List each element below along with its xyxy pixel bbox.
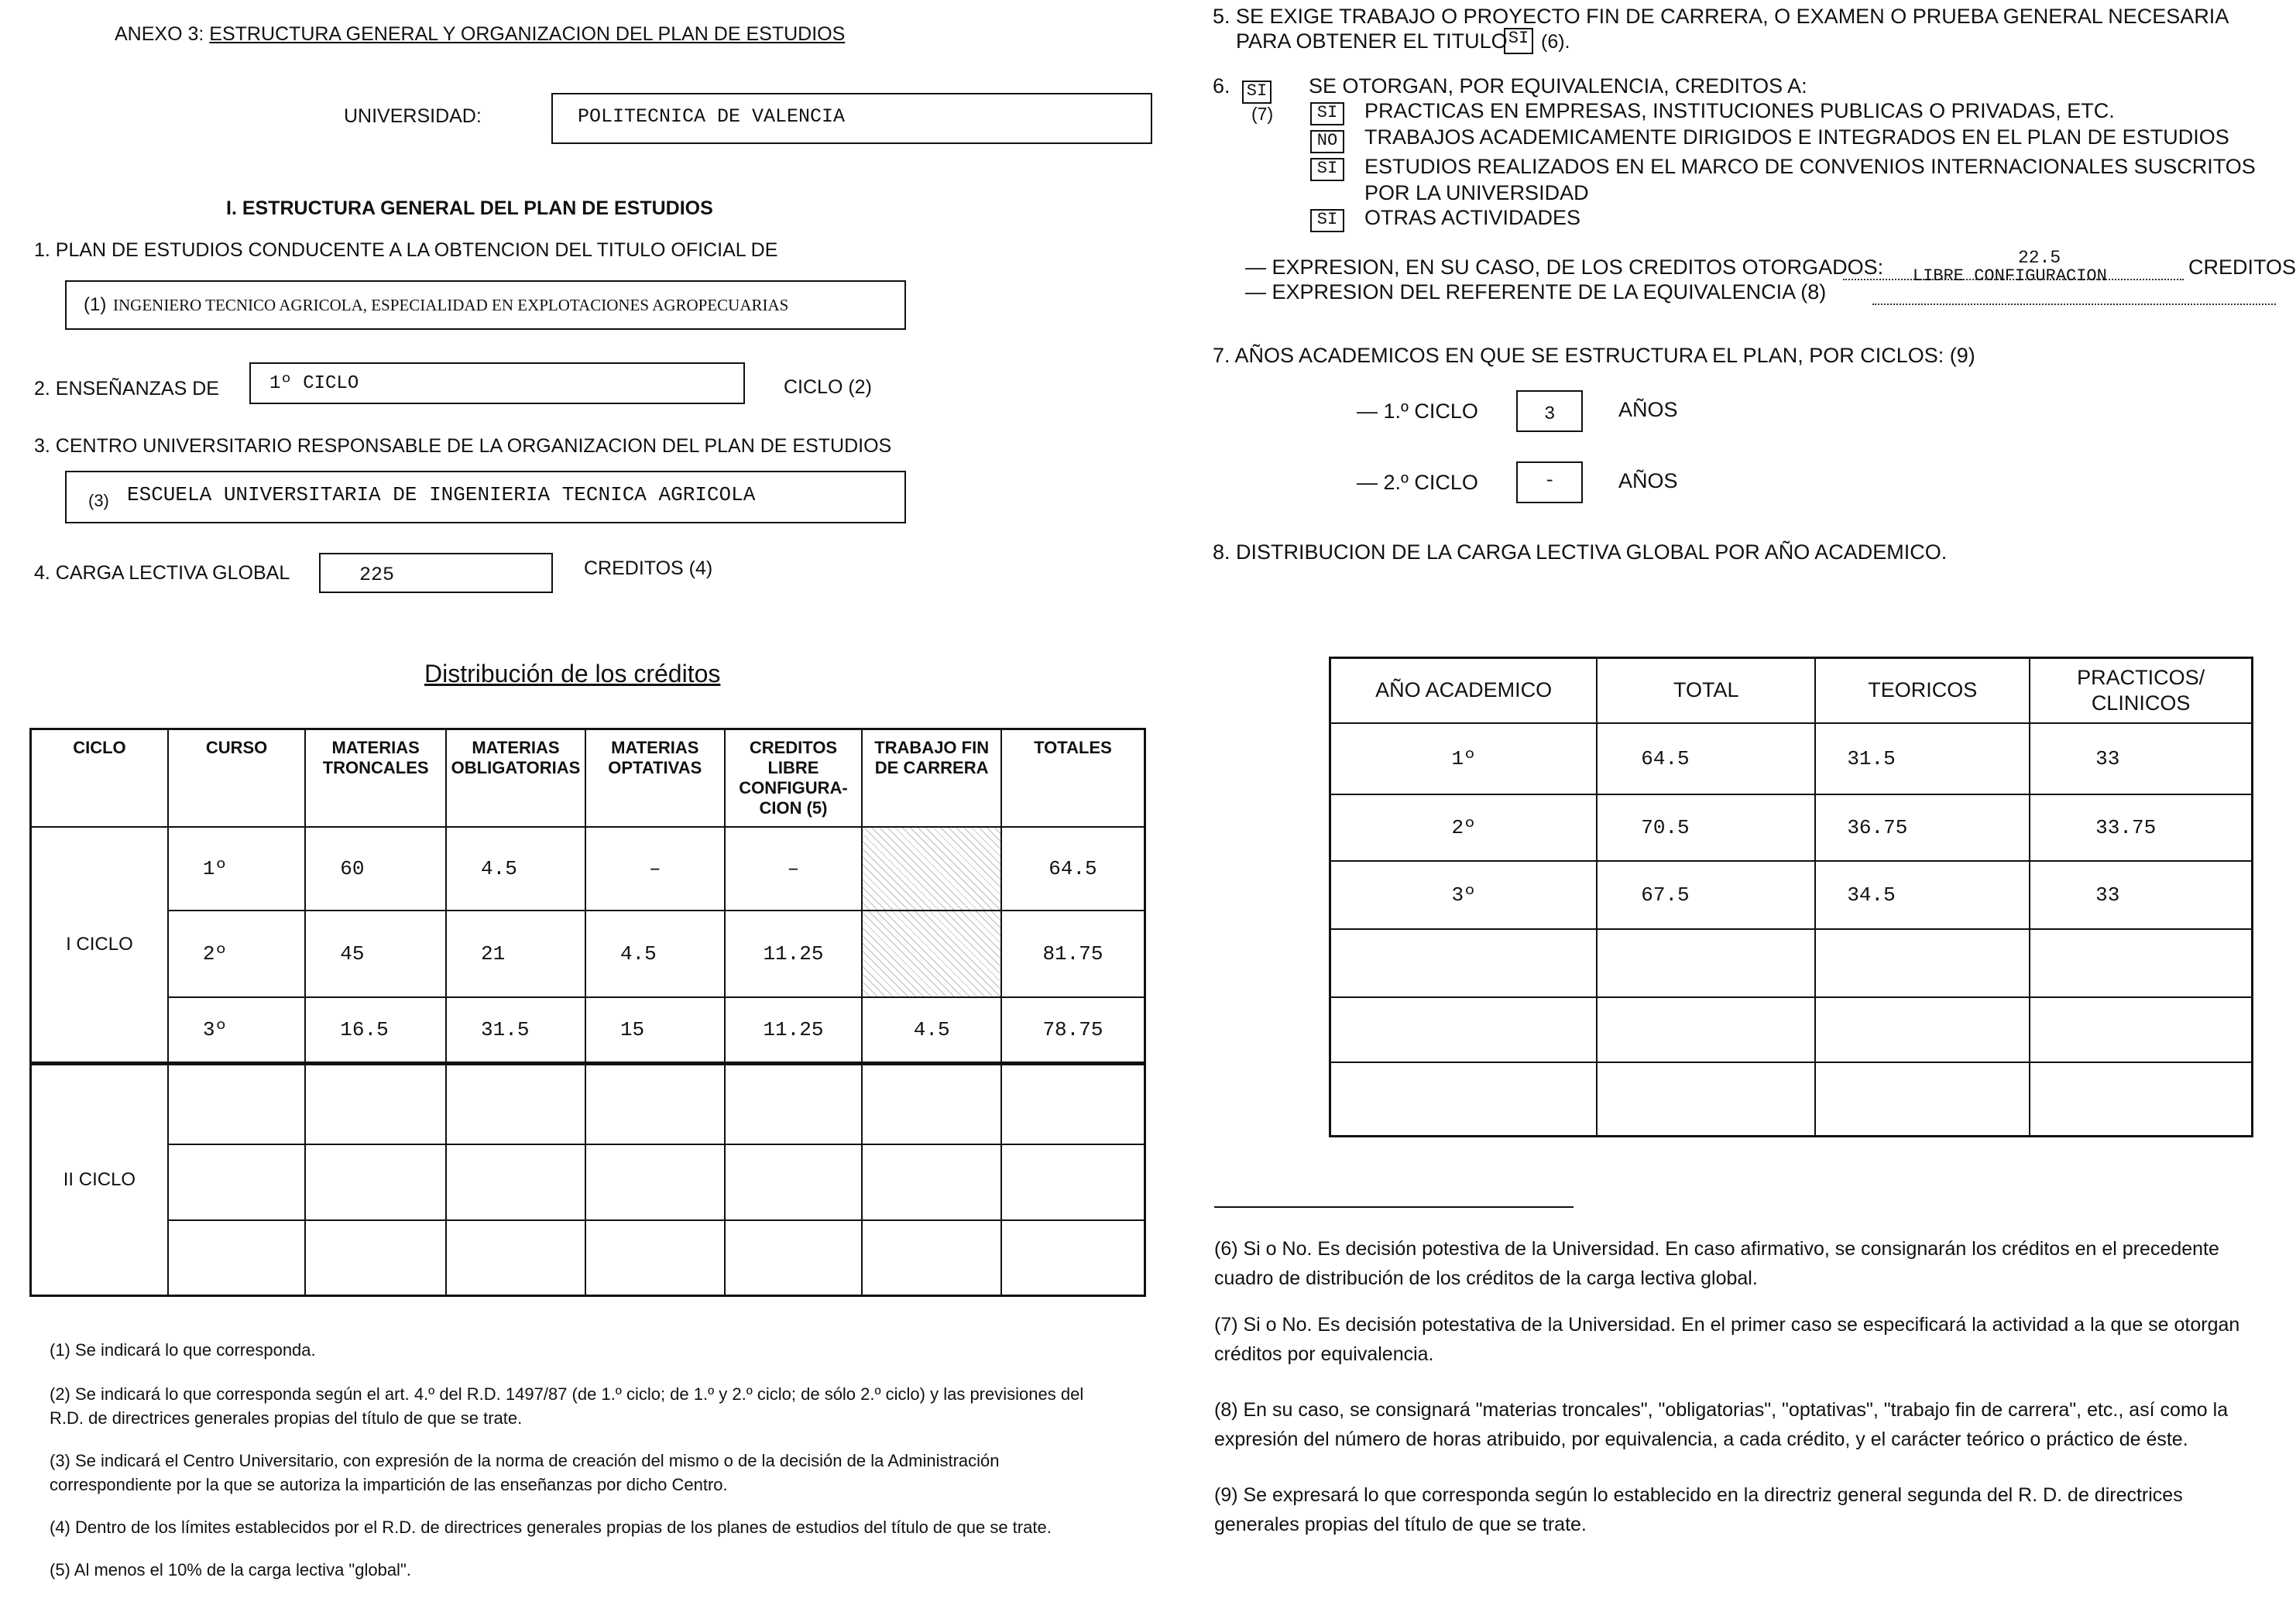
university-field[interactable] — [551, 93, 1152, 144]
annex-title-text: ESTRUCTURA GENERAL Y ORGANIZACION DEL PLAN DE ESTUDIOS — [209, 23, 846, 45]
header-practicos: PRACTICOS/ CLINICOS — [2030, 658, 2252, 723]
ciclo-2-cell: II CICLO — [31, 1064, 168, 1296]
cell-total: 70.5 — [1597, 794, 1815, 861]
cell-ano: 3º — [1330, 861, 1598, 929]
item5-line1: 5. SE EXIGE TRABAJO O PROYECTO FIN DE CARRERA, O EXAMEN O PRUEBA GENERAL NECESARIA — [1213, 5, 2229, 28]
cell-libre: 11.25 — [725, 997, 863, 1064]
cell-trabajo-fin: 4.5 — [862, 997, 1001, 1064]
footnote-7: (7) Si o No. Es decisión potestativa de la Universidad. En el primer caso se especificará la actividad a la que se otorgan créditos por equivalencia. — [1214, 1314, 2240, 1365]
item1-label: 1. PLAN DE ESTUDIOS CONDUCENTE A LA OBTENCION DEL TITULO OFICIAL DE — [34, 239, 778, 261]
cell-curso: 1º — [168, 827, 305, 911]
item7-label: 7. AÑOS ACADEMICOS EN QUE SE ESTRUCTURA EL PLAN, POR CICLOS: (9) — [1213, 344, 1975, 367]
annex-title — [115, 23, 845, 46]
table-row — [1330, 861, 2253, 929]
option-otras-checkbox[interactable]: SI — [1310, 209, 1344, 232]
footnote-4: (4) Dentro de los límites establecidos por el R.D. de directrices generales propias de los planes de estudios del título de que se trate. — [50, 1518, 1052, 1537]
option-convenios-checkbox[interactable]: SI — [1310, 158, 1344, 181]
ciclo2-years-value: - — [1544, 471, 1556, 492]
year-table-header-row — [1330, 658, 2253, 723]
footnote-1: (1) Se indicará lo que corresponda. — [50, 1340, 316, 1360]
table-row — [1330, 794, 2253, 861]
cell-optativas: 15 — [585, 997, 725, 1064]
item6-ref: (7) — [1251, 104, 1274, 124]
ciclo-1-cell: I CICLO — [31, 827, 168, 1064]
table-row-empty — [31, 1220, 1145, 1296]
distribution-title: Distribución de los créditos — [424, 660, 721, 688]
table-row-empty — [31, 1144, 1145, 1220]
cell-practicos: 33 — [2030, 723, 2252, 794]
teaching-cycle-value: 1º CICLO — [269, 373, 359, 394]
ciclo1-anos: AÑOS — [1618, 398, 1678, 421]
option-otras-label: OTRAS ACTIVIDADES — [1364, 206, 1581, 229]
cell-trabajo-fin-hatched — [862, 827, 1001, 911]
header-optativas: MATERIAS OPTATIVAS — [585, 729, 725, 827]
cell-troncales: 16.5 — [305, 997, 446, 1064]
table-row-empty — [1330, 929, 2253, 997]
cell-totales: 64.5 — [1001, 827, 1145, 911]
cell-teoricos: 34.5 — [1815, 861, 2030, 929]
cell-total: 67.5 — [1597, 861, 1815, 929]
footnote-6: (6) Si o No. Es decisión potestiva de la Universidad. En caso afirmativo, se consignarán los créditos en el precedente cuadro de distribución de los créditos de la carga lectiva global. — [1214, 1238, 2219, 1289]
annex-title-prefix: ANEXO 3: — [115, 23, 210, 45]
header-totales: TOTALES — [1001, 729, 1145, 827]
option-convenios-label: ESTUDIOS REALIZADOS EN EL MARCO DE CONVENIOS INTERNACIONALES SUSCRITOS — [1364, 155, 2256, 178]
header-ciclo: CICLO — [31, 729, 168, 827]
header-trabajo-fin: TRABAJO FIN DE CARRERA — [862, 729, 1001, 827]
footnote-separator — [1214, 1206, 1574, 1208]
degree-title-value: INGENIERO TECNICO AGRICOLA, ESPECIALIDAD EN EXPLOTACIONES AGROPECUARIAS — [113, 296, 789, 314]
ciclo1-years-field[interactable] — [1516, 390, 1583, 432]
cell-total: 64.5 — [1597, 723, 1815, 794]
table-row — [31, 827, 1145, 911]
expr1-value: 22.5 — [2018, 248, 2061, 268]
table-header-row — [31, 729, 1145, 827]
ciclo1-years-value: 3 — [1544, 404, 1556, 425]
center-value: ESCUELA UNIVERSITARIA DE INGENIERIA TECNICA AGRICOLA — [127, 483, 756, 506]
expr1-label: — EXPRESION, EN SU CASO, DE LOS CREDITOS OTORGADOS: — [1245, 256, 1884, 279]
cell-troncales: 60 — [305, 827, 446, 911]
expr2-label: — EXPRESION DEL REFERENTE DE LA EQUIVALENCIA (8) — [1245, 280, 1827, 304]
header-troncales: MATERIAS TRONCALES — [305, 729, 446, 827]
expr2-dotted — [1872, 304, 2276, 305]
item5-checkbox[interactable]: SI — [1504, 28, 1533, 54]
header-teoricos: TEORICOS — [1815, 658, 2030, 723]
header-libre-configuracion: CREDITOS LIBRE CONFIGURA- CION (5) — [725, 729, 863, 827]
item3-label: 3. CENTRO UNIVERSITARIO RESPONSABLE DE LA ORGANIZACION DEL PLAN DE ESTUDIOS — [34, 435, 892, 457]
cell-teoricos: 36.75 — [1815, 794, 2030, 861]
right-footnotes — [1214, 1234, 2264, 1539]
ciclo1-label: — 1.º CICLO — [1357, 400, 1478, 423]
ciclo2-years-field[interactable] — [1516, 461, 1583, 503]
table-row-empty — [1330, 1062, 2253, 1137]
footnote-8: (8) En su caso, se consignará "materias troncales", "obligatorias", "optativas", "trabajo fin de carrera", etc., así como la expresión del número de horas atribuido, por equivalencia, a cada crédito, y el carácter teórico o práctico de éste. — [1214, 1399, 2229, 1450]
cell-optativas: – — [585, 827, 725, 911]
item4-suffix: CREDITOS (4) — [584, 557, 713, 579]
cell-libre: 11.25 — [725, 911, 863, 997]
cell-trabajo-fin-hatched — [862, 911, 1001, 997]
table-row — [31, 997, 1145, 1064]
university-value: POLITECNICA DE VALENCIA — [578, 105, 846, 128]
option-practicas-checkbox[interactable]: SI — [1310, 102, 1344, 125]
table-row — [31, 911, 1145, 997]
cell-practicos: 33.75 — [2030, 794, 2252, 861]
cell-ano: 2º — [1330, 794, 1598, 861]
cell-obligatorias: 31.5 — [446, 997, 585, 1064]
option-trabajos-label: TRABAJOS ACADEMICAMENTE DIRIGIDOS E INTEGRADOS EN EL PLAN DE ESTUDIOS — [1364, 125, 2229, 149]
footnote-2: (2) Se indicará lo que corresponda según el art. 4.º del R.D. 1497/87 (de 1.º ciclo; de 1.º y 2.º ciclo; de sólo 2.º ciclo) y las previsiones del R.D. de directrices generales propias del título de que se trate. — [50, 1384, 1084, 1428]
item5-text: PARA OBTENER EL TITULO — [1236, 29, 1508, 53]
cell-teoricos: 31.5 — [1815, 723, 2030, 794]
option-practicas-label: PRACTICAS EN EMPRESAS, INSTITUCIONES PUBLICAS O PRIVADAS, ETC. — [1364, 99, 2115, 122]
item2-suffix: CICLO (2) — [784, 376, 872, 398]
item6-label: SE OTORGAN, POR EQUIVALENCIA, CREDITOS A: — [1309, 74, 1807, 98]
footnote-9: (9) Se expresará lo que corresponda según lo establecido en la directriz general segunda del R. D. de directrices generales propias del título de que se trate. — [1214, 1484, 2183, 1535]
degree-title-ref: (1) — [84, 294, 107, 315]
item8-label: 8. DISTRIBUCION DE LA CARGA LECTIVA GLOBAL POR AÑO ACADEMICO. — [1213, 540, 1948, 564]
global-load-value: 225 — [359, 564, 395, 586]
header-obligatorias: MATERIAS OBLIGATORIAS — [446, 729, 585, 827]
item2-label: 2. ENSEÑANZAS DE — [34, 378, 219, 400]
table-row — [1330, 723, 2253, 794]
item5-line2 — [1236, 29, 1508, 53]
academic-year-table — [1329, 657, 2253, 1137]
cell-ano: 1º — [1330, 723, 1598, 794]
cell-troncales: 45 — [305, 911, 446, 997]
global-load-field[interactable] — [319, 553, 553, 593]
header-total: TOTAL — [1597, 658, 1815, 723]
item5-ref: (6). — [1541, 31, 1570, 53]
expr2-value: LIBRE CONFIGURACION — [1913, 266, 2107, 286]
footnote-3: (3) Se indicará el Centro Universitario, con expresión de la norma de creación del mismo o de la decisión de la Administración correspondiente por la que se autoriza la impartición de las enseñanzas por dicho Centro. — [50, 1451, 1000, 1494]
item4-label: 4. CARGA LECTIVA GLOBAL — [34, 562, 290, 584]
cell-obligatorias: 21 — [446, 911, 585, 997]
teaching-cycle-field[interactable] — [249, 362, 745, 404]
header-curso: CURSO — [168, 729, 305, 827]
cell-curso: 2º — [168, 911, 305, 997]
option-convenios-cont: POR LA UNIVERSIDAD — [1364, 181, 1589, 204]
center-ref: (3) — [88, 491, 109, 510]
university-label: UNIVERSIDAD: — [344, 105, 482, 127]
cell-totales: 81.75 — [1001, 911, 1145, 997]
cell-obligatorias: 4.5 — [446, 827, 585, 911]
cell-libre: – — [725, 827, 863, 911]
cell-practicos: 33 — [2030, 861, 2252, 929]
left-footnotes — [50, 1338, 1087, 1582]
cell-optativas: 4.5 — [585, 911, 725, 997]
header-ano-academico: AÑO ACADEMICO — [1330, 658, 1598, 723]
ciclo2-anos: AÑOS — [1618, 469, 1678, 492]
cell-totales: 78.75 — [1001, 997, 1145, 1064]
section-title: I. ESTRUCTURA GENERAL DEL PLAN DE ESTUDIOS — [226, 197, 713, 219]
cell-curso: 3º — [168, 997, 305, 1064]
ciclo2-label: — 2.º CICLO — [1357, 471, 1478, 494]
table-row-empty — [1330, 997, 2253, 1062]
center-field[interactable] — [65, 471, 906, 523]
table-row-empty — [31, 1064, 1145, 1144]
degree-title-field[interactable] — [65, 280, 906, 330]
option-trabajos-checkbox[interactable]: NO — [1310, 130, 1344, 153]
expr1-suffix: CREDITOS — [2188, 256, 2296, 279]
credits-distribution-table — [29, 728, 1146, 1297]
footnote-5: (5) Al menos el 10% de la carga lectiva "global". — [50, 1560, 411, 1579]
item6-checkbox[interactable]: SI — [1242, 81, 1272, 104]
item6-num: 6. — [1213, 74, 1230, 98]
